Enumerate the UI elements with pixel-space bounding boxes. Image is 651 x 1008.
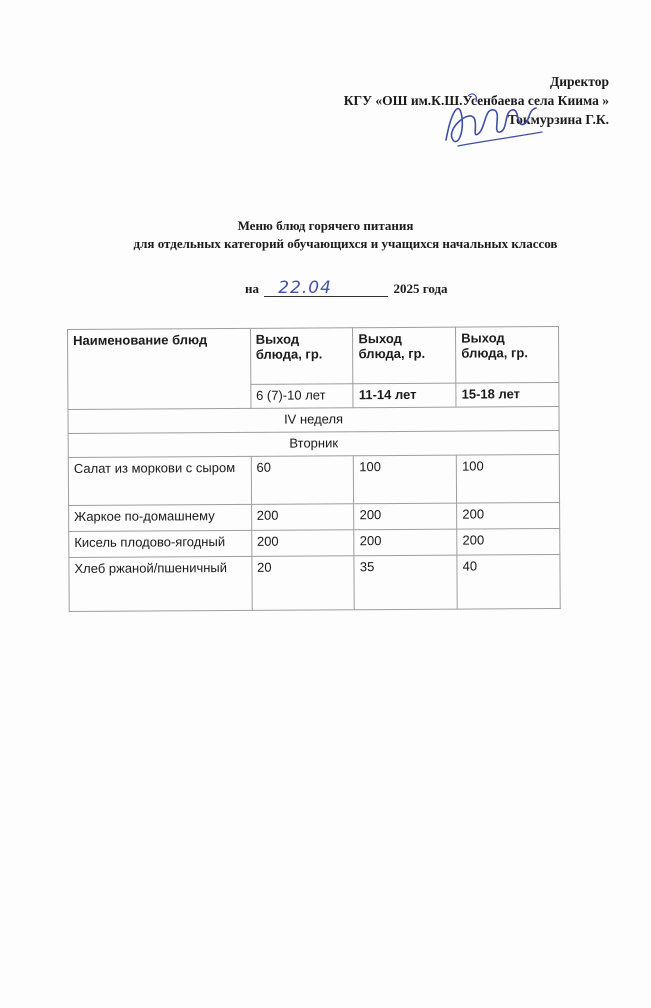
age-group-3: 15-18 лет — [456, 382, 559, 407]
dish-name: Жаркое по-домашнему — [69, 504, 252, 531]
table-row — [69, 554, 560, 611]
dish-output-2: 35 — [354, 555, 457, 610]
dish-output-1: 20 — [252, 556, 355, 611]
header-output-3: Выход блюда, гр. — [456, 326, 559, 383]
header-dish-name: Наименование блюд — [68, 328, 251, 409]
title-line-1: Меню блюд горячего питания — [237, 218, 414, 233]
day-row — [68, 430, 559, 457]
week-row — [68, 406, 559, 433]
title-line-2: для отдельных категорий обучающихся и учащихся начальных классов — [133, 236, 558, 251]
table-header-row — [68, 326, 559, 385]
week-label: IV неделя — [68, 406, 559, 433]
approval-organization: КГУ «ОШ им.К.Ш.Усенбаева села Киима » — [343, 93, 609, 108]
dish-output-1: 200 — [251, 530, 354, 557]
approval-position: Директор — [549, 74, 609, 89]
dish-name: Салат из моркови с сыром — [68, 456, 251, 505]
day-label: Вторник — [68, 430, 559, 457]
dish-output-2: 200 — [354, 529, 457, 556]
header-output-2: Выход блюда, гр. — [353, 327, 456, 384]
date-prefix: на — [245, 281, 259, 296]
date-suffix: 2025 года — [393, 281, 448, 296]
dish-output-3: 100 — [456, 454, 559, 503]
age-group-1: 6 (7)-10 лет — [250, 384, 353, 409]
dish-output-3: 200 — [457, 502, 560, 529]
date-blank-field — [264, 278, 388, 298]
approval-name: Токмурзина Г.К. — [507, 112, 609, 127]
date-handwritten: 22.04 — [278, 278, 332, 298]
menu-table — [67, 326, 561, 612]
document-title — [0, 217, 651, 253]
header-output-1: Выход блюда, гр. — [250, 328, 353, 385]
dish-name: Хлеб ржаной/пшеничный — [69, 556, 252, 611]
dish-output-3: 40 — [457, 554, 560, 609]
dish-output-2: 200 — [354, 503, 457, 530]
table-row — [68, 454, 559, 505]
dish-output-1: 200 — [251, 504, 354, 531]
dish-name: Кисель плодово-ягодный — [69, 530, 252, 557]
age-group-2: 11-14 лет — [353, 383, 456, 408]
dish-output-1: 60 — [251, 456, 354, 505]
table-row — [69, 528, 560, 557]
dish-output-2: 100 — [354, 455, 457, 504]
signature-image — [438, 88, 548, 158]
table-row — [69, 502, 560, 531]
date-line — [245, 278, 448, 298]
dish-output-3: 200 — [457, 528, 560, 555]
